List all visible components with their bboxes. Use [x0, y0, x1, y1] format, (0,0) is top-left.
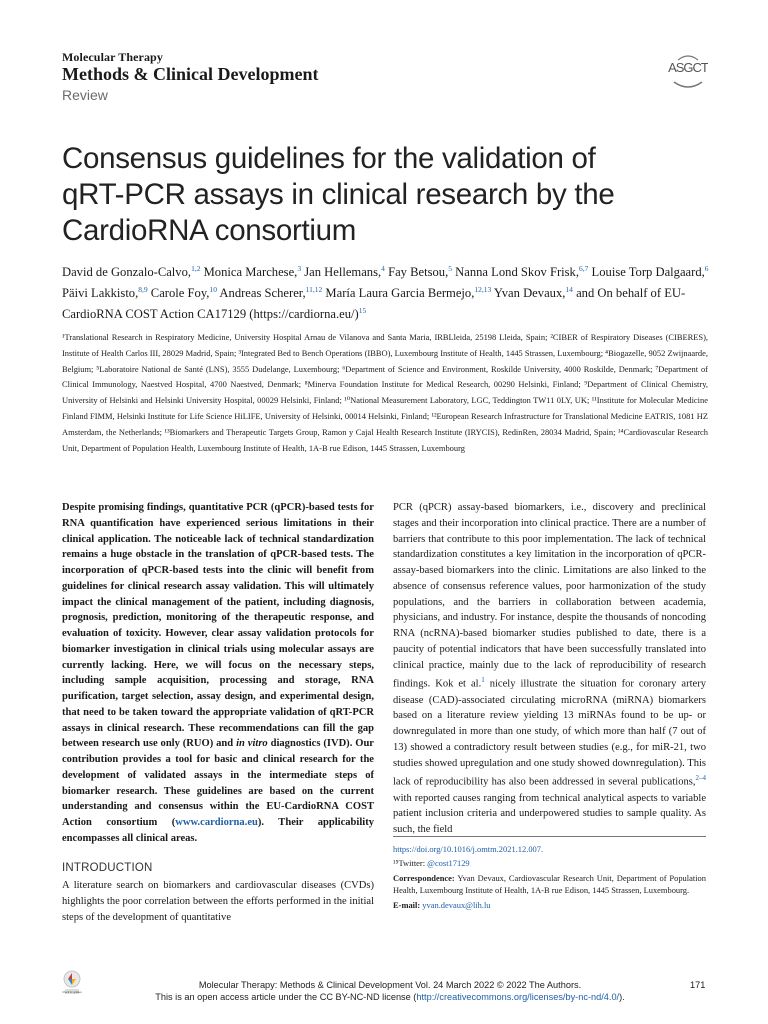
author-list — [62, 260, 712, 324]
author-affiliation-ref[interactable]: 6,7 — [579, 264, 589, 273]
footnote-divider — [393, 836, 706, 837]
page-footer: Molecular Therapy: Methods & Clinical Development Vol. 24 March 2022 © 2022 The Authors. This is an open access article under the CC BY-NC-ND license (http://creativecommons.org/licenses/by-nc-nd/4.0/). — [155, 980, 625, 1002]
logo-text: ASGCT — [668, 60, 708, 75]
author-affiliation-ref[interactable]: 4 — [381, 264, 385, 273]
author-name: Monica Marchese, — [203, 265, 298, 280]
article-type: Review — [62, 87, 108, 103]
author-name: Louise Torp Dalgaard, — [591, 265, 705, 280]
cardiorna-link[interactable]: www.cardiorna.eu — [175, 817, 258, 828]
author-name: Carole Foy, — [150, 286, 210, 301]
article-title: Consensus guidelines for the validation of qRT-PCR assays in clinical research by the CardioRNA consortium — [62, 142, 615, 247]
introduction-text: A literature search on biomarkers and cardiovascular diseases (CVDs) highlights the poor correlation between the efforts performed in the initial steps of the development of quantitative — [62, 880, 374, 923]
author-affiliation-ref[interactable]: 3 — [297, 264, 302, 273]
license-link[interactable]: http://creativecommons.org/licenses/by-nc-nd/4.0/ — [416, 991, 620, 1002]
author-name: Yvan Devaux, — [493, 286, 566, 301]
author-name: Andreas Scherer, — [219, 286, 306, 301]
author-affiliation-ref[interactable]: 6 — [704, 264, 709, 273]
twitter-link[interactable]: @cost17129 — [427, 858, 470, 869]
author-name: María Laura Garcia Bermejo, — [325, 286, 475, 301]
reference-2-4[interactable]: 2–4 — [695, 774, 706, 783]
author-name: Päivi Lakkisto, — [62, 286, 139, 301]
author-affiliation-ref[interactable]: 12,13 — [474, 285, 492, 295]
footnotes: https://doi.org/10.1016/j.omtm.2021.12.007. ¹⁵Twitter: @cost17129 Correspondence: Yvan Devaux, Cardiovascular Research Unit, Department of Population Health, Luxembourg Institute of Health, 1A-B rue Edison, 1445 Strassen, Luxembourg. E-mail: yvan.devaux@lih.lu — [393, 844, 706, 910]
author-affiliation-ref[interactable]: 15 — [358, 306, 367, 316]
introduction-heading: INTRODUCTION — [62, 862, 153, 874]
author-affiliation-ref[interactable]: 5 — [448, 264, 452, 273]
journal-name-small: Molecular Therapy — [62, 50, 163, 64]
page-number: 171 — [690, 980, 706, 990]
asgct-logo-icon — [668, 52, 708, 96]
affiliations: ¹Translational Research in Respiratory Medicine, University Hospital Arnau de Vilanova and Santa Maria, IRBLleida, 25198 Lleida, Spain; ²CIBER of Respiratory Diseases (CIBERES), Institute of Health Carlos III, 28029 Madrid, Spain; ³Integrated Bed to Bench Operations (IBBO), Luxembourg Institute of Health, 1445 Strassen, Luxembourg; ⁴Biogazelle, 9052 Zwijnaarde, Belgium; ⁵Laboratoire National de Santé (LNS), 3555 Dudelange, Luxembourg; ⁶Department of Science and Environment, Roskilde University, 4000 Roskilde, Denmark; ⁷Department of Clinical Immunology, Naestved Hospital, 4700 Naestved, Denmark; ⁸Minerva Foundation Institute for Medical Research, 00290 Helsinki, Finland; ⁹Department of Clinical Chemistry, University of Helsinki and Helsinki University Hospital, 00029 Helsinki, Finland; ¹⁰National Measurement Laboratory, LGC, Teddington TW11 0LY, UK; ¹¹Institute for Molecular Medicine Finland FIMM, Helsinki Institute for Life Science HiLIFE, University of Helsinki, 00014 Helsinki, Finland; ¹²European Research Infrastructure for Translational Medicine EATRIS, 1081 HZ Amsterdam, the Netherlands; ¹³Biomarkers and Therapeutic Targets Group, Ramon y Cajal Health Research Institute (IRYCIS), RedinRen, 28034 Madrid, Spain; ¹⁴Cardiovascular Research Unit, Department of Population Health, Luxembourg Institute of Health, 1A-B rue Edison, 1445 Strassen, Luxembourg — [62, 332, 708, 453]
author-name: Nanna Lond Skov Frisk, — [455, 265, 579, 280]
author-name: David de Gonzalo-Calvo, — [62, 265, 192, 280]
author-affiliation-ref[interactable]: 1,2 — [191, 264, 201, 273]
email-link[interactable]: yvan.devaux@lih.lu — [422, 899, 491, 910]
author-affiliation-ref[interactable]: 8,9 — [138, 285, 148, 295]
author-name: and On behalf of EU-CardioRNA COST Action CA17129 (https://cardiorna.eu/) — [62, 286, 686, 322]
author-name: Fay Betsou, — [388, 265, 449, 280]
author-affiliation-ref[interactable]: 11,12 — [305, 285, 323, 295]
crossmark-icon[interactable] — [62, 970, 82, 996]
author-affiliation-ref[interactable]: 14 — [565, 285, 573, 295]
doi-link[interactable]: https://doi.org/10.1016/j.omtm.2021.12.007. — [393, 844, 544, 854]
journal-name-large: Methods & Clinical Development — [62, 64, 319, 84]
body-text-right-column: PCR (qPCR) assay-based biomarkers, i.e., discovery and preclinical stages and their incorporation into clinical practice. There are a number of barriers that contribute to this poor implementation. The lack of technical standardization constitutes a key limitation in the incorporation of qPCR-assay-based biomarkers into the clinic. Limitations are also linked to the absence of consensus reference values, poor harmonization of the study populations, and the barriers in collaboration between academia, physicians, and industry. For instance, despite the thousands of noncoding RNA (ncRNA)-based biomarker studies published to date, there is a paucity of potential indicators that have been successfully translated into clinical practice, mainly due to the lack of reproducibility of research findings. Kok et al.$^1$ nicely illustrate the situation for coronary artery disease (CAD)-associated circulating microRNA (miRNA) biomarkers based on a literature review yielding 13 miRNAs found to be up- or downregulated in more than one study, of which more than half (7 out of 13) showed a contradictory result between studies (e.g., for miR-21, two studies showed upregulation and one study showed downregulation). This lack of reproducibility has also been addressed in several publications,$^{2-4}$ with reported causes ranging from technical analytical aspects to variable patient inclusion criteria and underpowered studies to sample quality. As such, the field — [393, 502, 706, 836]
author-affiliation-ref[interactable]: 10 — [209, 285, 217, 295]
abstract: Despite promising findings, quantitative PCR (qPCR)-based tests for RNA quantification have experienced serious limitations in their clinical application. The noticeable lack of technical standardization remains a huge obstacle in the translation of qPCR-based tests. The incorporation of qPCR-based tests into the clinic will benefit from guidelines for clinical research assay validation. This will ultimately impact the clinical management of the patient, including diagnosis, prognosis, prediction, monitoring of the therapeutic response, and evaluation of toxicity. However, clear assay validation protocols for biomarker investigation in clinical trials using molecular assays are currently lacking. Here, we will focus on the necessary steps, including sample acquisition, processing and storage, RNA purification, target selection, assay design, and experimental design, that need to be taken toward the appropriate validation of qRT-PCR assays in clinical research. These recommendations can fill the gap between research use only (RUO) and in vitro diagnostics (IVD). Our contribution provides a tool for basic and clinical research for the development of validated assays in the intermediate steps of biomarker research. These guidelines are based on the current understanding and consensus within the EU-CardioRNA COST Action consortium (www.cardiorna.eu). Their applicability encompasses all clinical areas. — [62, 502, 375, 844]
author-name: Jan Hellemans, — [304, 265, 382, 280]
crossmark-text: Check for updates — [62, 991, 82, 994]
reference-1[interactable]: 1 — [481, 676, 485, 685]
